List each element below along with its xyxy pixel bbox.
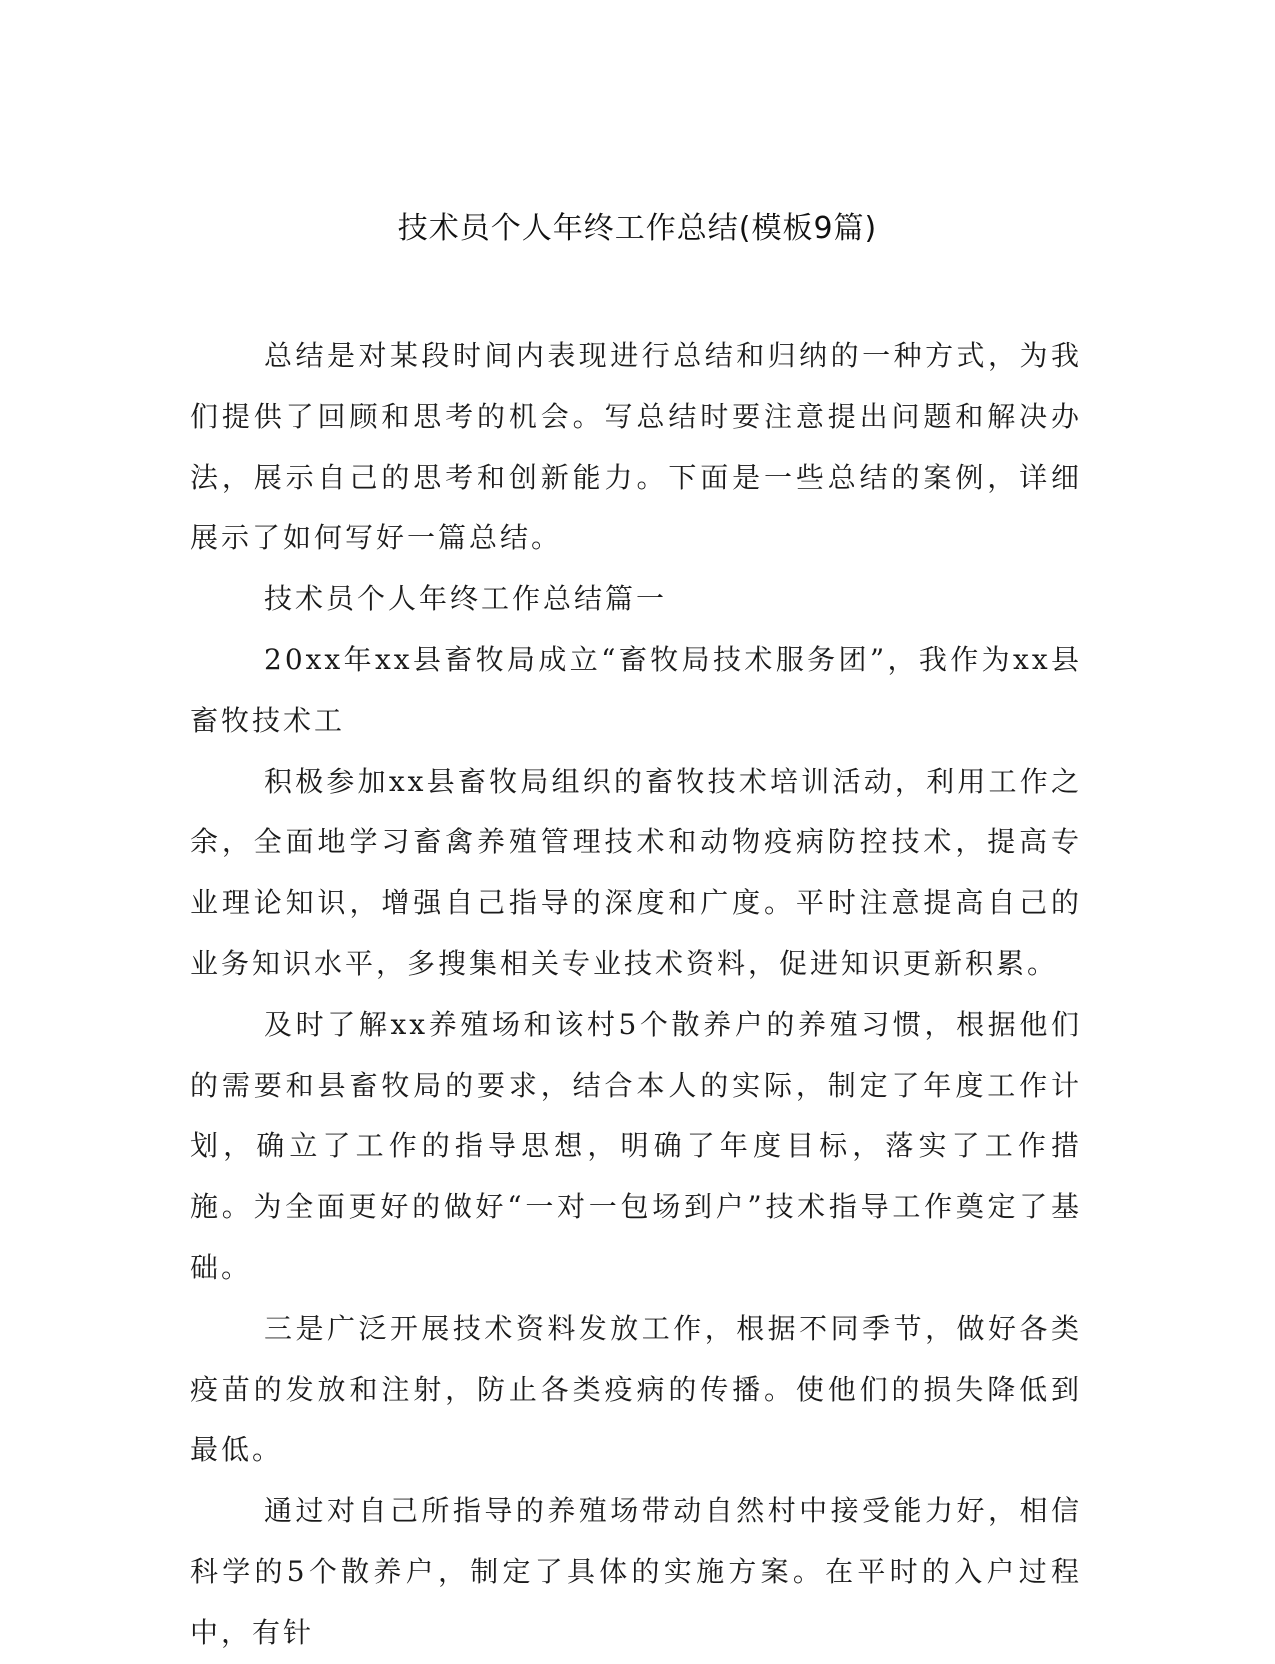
paragraph-training: 积极参加xx县畜牧局组织的畜牧技术培训活动，利用工作之余，全面地学习畜禽养殖管理技术和动物疫病防控技术，提高专业理论知识，增强自己指导的深度和广度。平时注意提高自己的业务知识水平，多搜集相关专业技术资料，促进知识更新积累。 xyxy=(190,764,1082,980)
document-body xyxy=(190,326,1082,1664)
document-title: 技术员个人年终工作总结(模板9篇) xyxy=(397,211,878,246)
paragraph-service-team: 20xx年xx县畜牧局成立“畜牧局技术服务团”，我作为xx县畜牧技术工 xyxy=(190,642,1082,737)
section-heading-one: 技术员个人年终工作总结篇一 xyxy=(264,582,668,616)
paragraph-materials: 三是广泛开展技术资料发放工作，根据不同季节，做好各类疫苗的发放和注射，防止各类疫病的传播。使他们的损失降低到最低。 xyxy=(190,1311,1082,1467)
paragraph-implementation: 通过对自己所指导的养殖场带动自然村中接受能力好，相信科学的5个散养户，制定了具体的实施方案。在平时的入户过程中，有针 xyxy=(190,1494,1082,1649)
paragraph-work-plan: 及时了解xx养殖场和该村5个散养户的养殖习惯，根据他们的需要和县畜牧局的要求，结合本人的实际，制定了年度工作计划，确立了工作的指导思想，明确了年度目标，落实了工作措施。为全面更好的做好“一对一包场到户”技术指导工作奠定了基础。 xyxy=(190,1007,1082,1284)
paragraph-intro: 总结是对某段时间内表现进行总结和归纳的一种方式，为我们提供了回顾和思考的机会。写总结时要注意提出问题和解决办法，展示自己的思考和创新能力。下面是一些总结的案例，详细展示了如何写好一篇总结。 xyxy=(190,339,1082,555)
